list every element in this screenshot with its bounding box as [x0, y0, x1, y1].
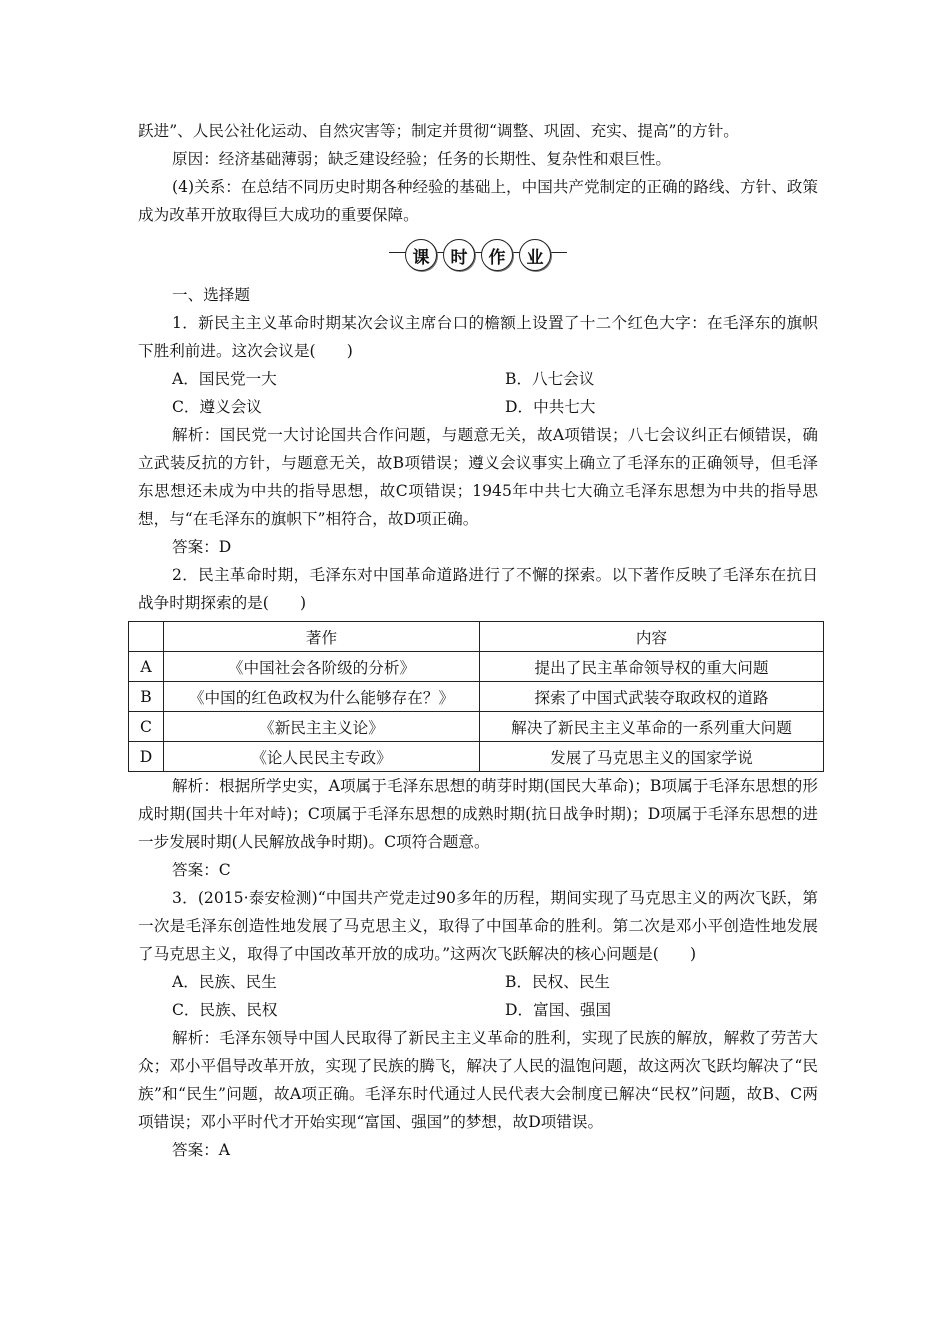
q3-option-c: C．民族、民权	[172, 1001, 278, 1019]
q3-answer: 答案：A	[172, 1141, 231, 1159]
intro-line: 跃进”、人民公社化运动、自然灾害等；制定并贯彻“调整、巩固、充实、提高”的方针。	[138, 122, 739, 140]
table-row	[129, 712, 824, 742]
q1-option-a: A．国民党一大	[172, 370, 277, 388]
table-row	[129, 742, 824, 772]
table-cell: 《中国社会各阶级的分析》	[164, 652, 480, 682]
table-cell: 《论人民民主专政》	[164, 742, 480, 772]
table-cell: 发展了马克思主义的国家学说	[480, 742, 824, 772]
table-header-cell: 内容	[480, 622, 824, 652]
banner-char: 时	[443, 239, 475, 271]
banner-char: 作	[481, 239, 513, 271]
table-header-cell: 著作	[164, 622, 480, 652]
q1-options-row	[138, 393, 818, 421]
q1-answer: 答案：D	[172, 538, 232, 556]
table-cell: B	[129, 682, 164, 712]
q2-analysis: 解析：根据所学史实，A项属于毛泽东思想的萌芽时期(国民大革命)；B项属于毛泽东思想的形成时期(国共十年对峙)；C项属于毛泽东思想的成熟时期(抗日战争时期)；D项属于毛泽东思想的进一步发展时期(人民解放战争时期)。C项符合题意。	[138, 777, 818, 851]
table-cell: 探索了中国式武装夺取政权的道路	[480, 682, 824, 712]
q3-analysis: 解析：毛泽东领导中国人民取得了新民主主义革命的胜利，实现了民族的解放，解救了劳苦大众；邓小平倡导改革开放，实现了民族的腾飞，解决了人民的温饱问题，故这两次飞跃均解决了“民族”和“民生”问题，故A项正确。毛泽东时代通过人民代表大会制度已解决“民权”问题，故B、C两项错误；邓小平时代才开始实现“富国、强国”的梦想，故D项错误。	[138, 1029, 818, 1131]
q1-analysis: 解析：国民党一大讨论国共合作问题，与题意无关，故A项错误；八七会议纠正右倾错误，确立武装反抗的方针，与题意无关，故B项错误；遵义会议事实上确立了毛泽东的正确领导，但毛泽东思想还未成为中共的指导思想，故C项错误；1945年中共七大确立毛泽东思想为中共的指导思想，与“在毛泽东的旗帜下”相符合，故D项正确。	[138, 426, 818, 528]
table-header-cell	[129, 622, 164, 652]
q3-stem: 3．(2015·泰安检测)“中国共产党走过90多年的历程，期间实现了马克思主义的两次飞跃，第一次是毛泽东创造性地发展了马克思主义，取得了中国革命的胜利。第二次是邓小平创造性地发展了马克思主义，取得了中国改革开放的成功。”这两次飞跃解决的核心问题是( )	[138, 889, 818, 963]
q3-options-row	[138, 968, 818, 996]
banner-char: 业	[519, 239, 551, 271]
table-cell: D	[129, 742, 164, 772]
q3-option-d: D．富国、强国	[505, 1001, 612, 1019]
section-banner	[138, 237, 818, 271]
table-row	[129, 682, 824, 712]
table-cell: 《中国的红色政权为什么能够存在？》	[164, 682, 480, 712]
q1-option-d: D．中共七大	[505, 398, 596, 416]
q2-table	[128, 621, 824, 772]
q1-stem: 1．新民主主义革命时期某次会议主席台口的檐额上设置了十二个红色大字：在毛泽东的旗帜下胜利前进。这次会议是( )	[138, 314, 818, 360]
q3-option-a: A．民族、民生	[172, 973, 277, 991]
table-cell: A	[129, 652, 164, 682]
q1-option-c: C．遵义会议	[172, 398, 262, 416]
q1-option-b: B．八七会议	[505, 370, 595, 388]
section-title: 一、选择题	[172, 286, 250, 304]
table-cell: 《新民主主义论》	[164, 712, 480, 742]
q1-options-row	[138, 365, 818, 393]
intro-reason: 原因：经济基础薄弱；缺乏建设经验；任务的长期性、复杂性和艰巨性。	[172, 150, 672, 168]
q2-answer: 答案：C	[172, 861, 231, 879]
q2-stem: 2．民主革命时期，毛泽东对中国革命道路进行了不懈的探索。以下著作反映了毛泽东在抗日战争时期探索的是( )	[138, 566, 818, 612]
table-cell: 提出了民主革命领导权的重大问题	[480, 652, 824, 682]
table-header-row	[129, 622, 824, 652]
intro-relation: (4)关系：在总结不同历史时期各种经验的基础上，中国共产党制定的正确的路线、方针、政策成为改革开放取得巨大成功的重要保障。	[138, 178, 818, 224]
table-row	[129, 652, 824, 682]
table-cell: C	[129, 712, 164, 742]
document-page	[138, 117, 818, 1164]
banner-char: 课	[405, 239, 437, 271]
q3-option-b: B．民权、民生	[505, 973, 611, 991]
q3-options-row	[138, 996, 818, 1024]
table-cell: 解决了新民主主义革命的一系列重大问题	[480, 712, 824, 742]
